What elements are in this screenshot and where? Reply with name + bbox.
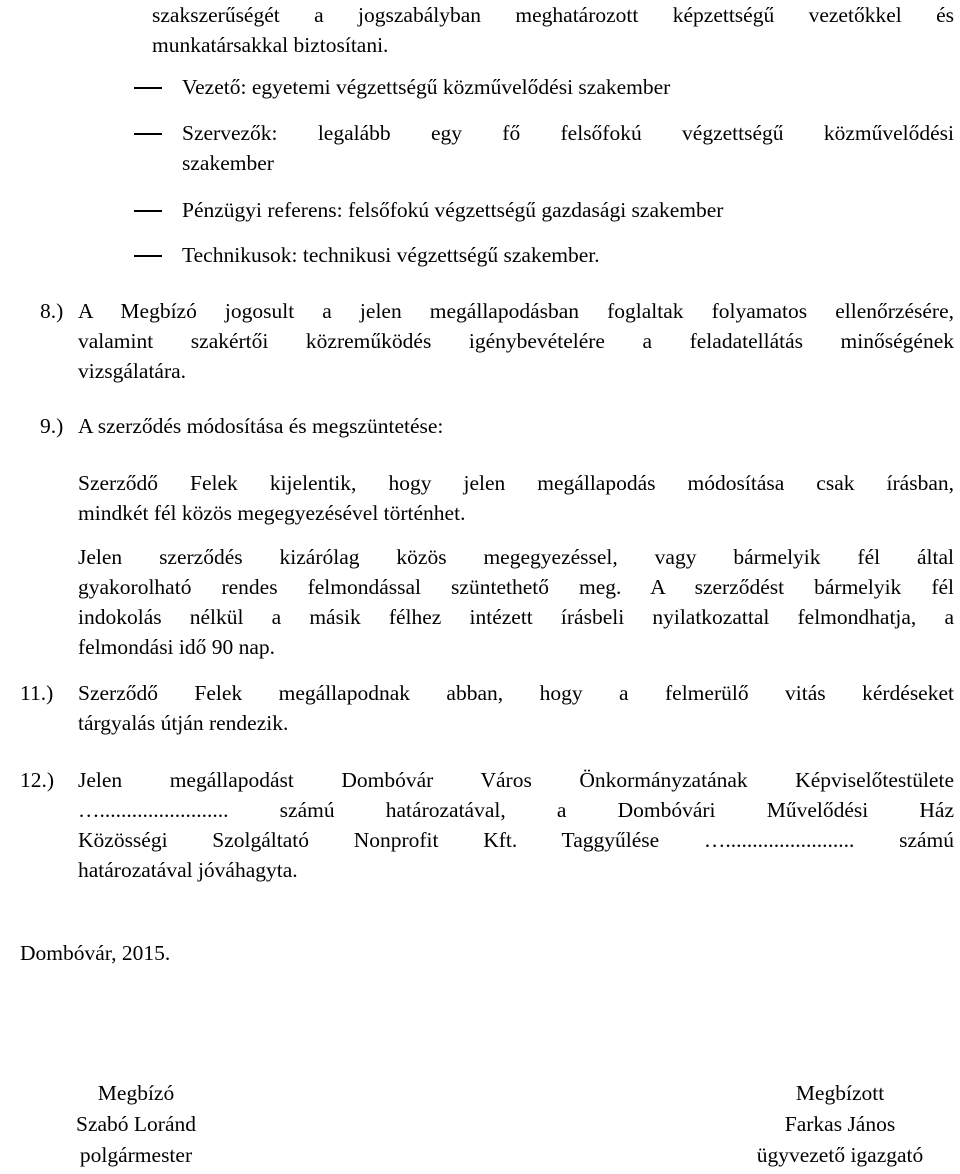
paragraph-line: gyakorolható rendes felmondással szüntethető meg. A szerződést bármelyik fél	[78, 575, 954, 599]
staff-item-text: Technikusok: technikusi végzettségű szakember.	[182, 243, 600, 267]
paragraph-line: valamint szakértői közreműködés igénybevételére a feladatellátás minőségének	[78, 329, 954, 353]
paragraph-line: Közösségi Szolgáltató Nonprofit Kft. Taggyűlése …........................ számú	[78, 828, 954, 852]
paragraph-line: mindkét fél közös megegyezésével történhet.	[78, 501, 466, 525]
section-12-text	[78, 765, 954, 885]
section-9-paragraph-2	[78, 542, 954, 662]
staff-item-text: Vezető: egyetemi végzettségű közművelődési szakember	[182, 75, 671, 99]
section-number: 11.)	[20, 681, 54, 705]
paragraph-line: Jelen szerződés kizárólag közös megegyezéssel, vagy bármelyik fél által	[78, 545, 954, 569]
signature-name: Farkas János	[784, 1112, 896, 1136]
intro-line: szakszerűségét a jogszabályban meghatározott képzettségű vezetőkkel és	[152, 3, 954, 27]
staff-item-continuation	[182, 148, 274, 178]
paragraph-line: határozatával jóváhagyta.	[78, 858, 298, 882]
section-heading: A szerződés módosítása és megszüntetése:	[78, 414, 444, 438]
staff-item-text: Pénzügyi referens: felsőfokú végzettségű gazdasági szakember	[182, 198, 724, 222]
signature-left	[16, 1078, 256, 1171]
paragraph-line: A Megbízó jogosult a jelen megállapodásban foglaltak folyamatos ellenőrzésére,	[78, 299, 954, 323]
section-number: 9.)	[40, 414, 64, 438]
paragraph-line: felmondási idő 90 nap.	[78, 635, 276, 659]
section-number: 12.)	[20, 768, 55, 792]
section-9-heading	[78, 411, 443, 441]
paragraph-line: tárgyalás útján rendezik.	[78, 711, 289, 735]
intro-line: munkatársakkal biztosítani.	[152, 33, 389, 57]
section-number: 8.)	[40, 299, 64, 323]
dash-bullet-icon	[134, 133, 162, 135]
signature-right	[720, 1078, 960, 1171]
paragraph-line: vizsgálatára.	[78, 359, 187, 383]
section-8-text	[78, 296, 954, 386]
signature-name: Szabó Loránd	[75, 1112, 196, 1136]
section-9-paragraph-1	[78, 468, 954, 528]
signature-role: Megbízott	[795, 1081, 885, 1105]
section-11-text	[78, 678, 954, 738]
signature-title: ügyvezető igazgató	[756, 1143, 924, 1167]
paragraph-line: …........................ számú határozatával, a Dombóvári Művelődési Ház	[78, 798, 954, 822]
signature-title: polgármester	[79, 1143, 193, 1167]
paragraph-line: Szerződő Felek megállapodnak abban, hogy a felmerülő vitás kérdéseket	[78, 681, 954, 705]
staff-item	[134, 118, 954, 148]
dash-bullet-icon	[134, 87, 162, 89]
dash-bullet-icon	[134, 255, 162, 257]
intro-paragraph	[152, 0, 954, 60]
paragraph-line: Szerződő Felek kijelentik, hogy jelen megállapodás módosítása csak írásban,	[78, 471, 954, 495]
dash-bullet-icon	[134, 210, 162, 212]
staff-item-text: szakember	[182, 151, 274, 175]
place-date: Dombóvár, 2015.	[20, 941, 171, 965]
paragraph-line: indokolás nélkül a másik félhez intézett írásbeli nyilatkozattal felmondhatja, a	[78, 605, 954, 629]
paragraph-line: Jelen megállapodást Dombóvár Város Önkormányzatának Képviselőtestülete	[78, 768, 954, 792]
signature-role: Megbízó	[97, 1081, 175, 1105]
staff-item-text: Szervezők: legalább egy fő felsőfokú végzettségű közművelődési	[182, 121, 954, 145]
